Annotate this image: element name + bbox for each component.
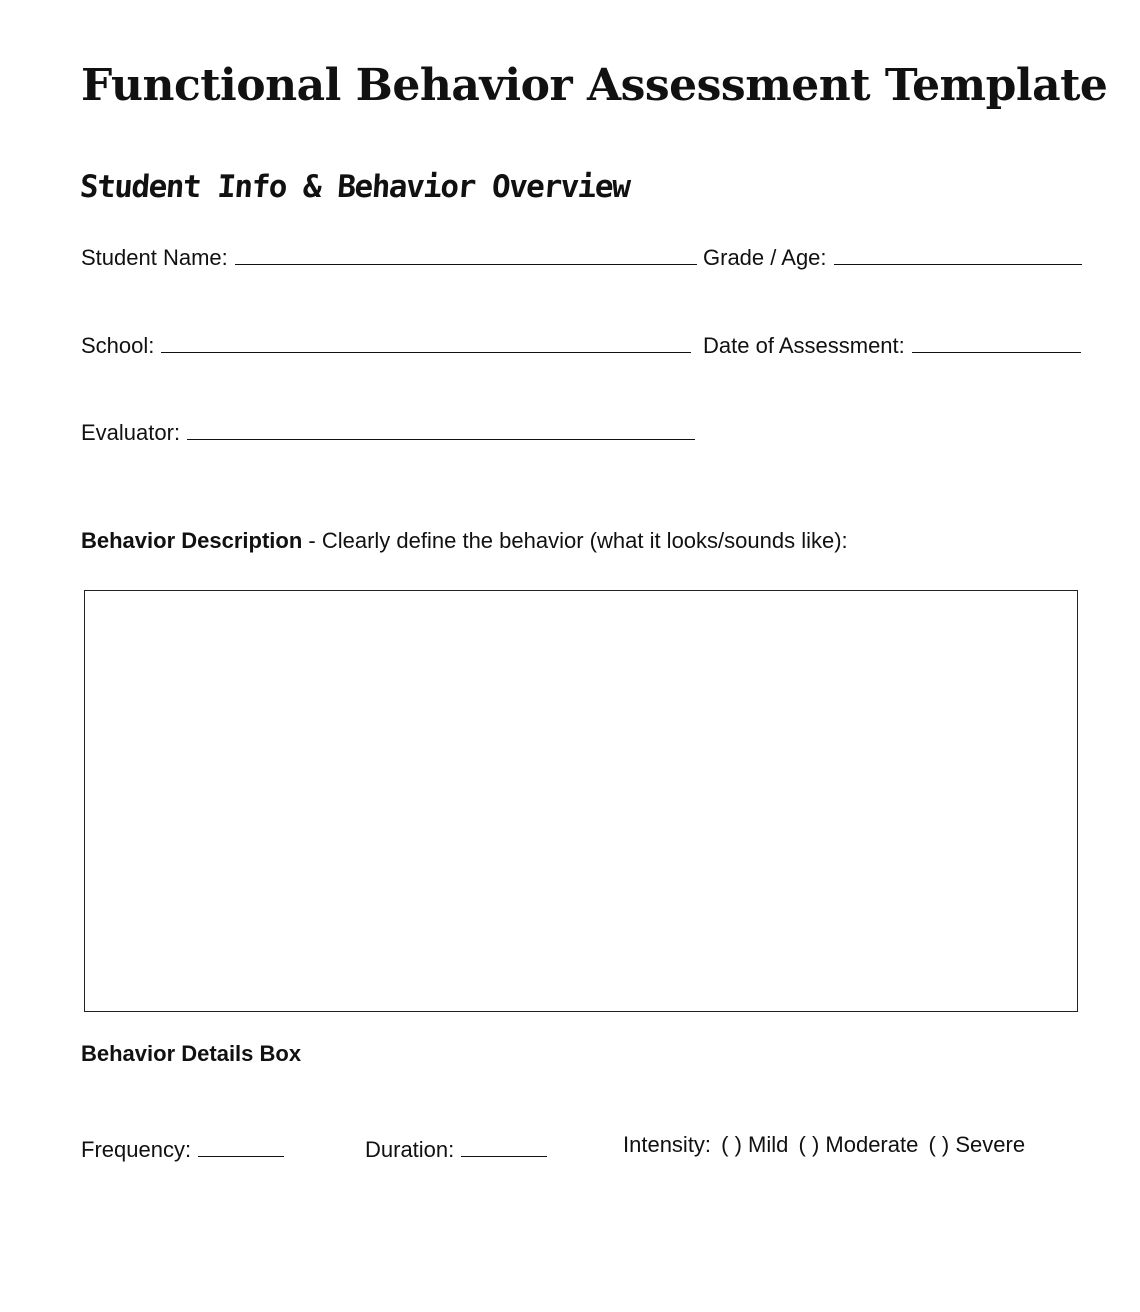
page-title: Functional Behavior Assessment Template [81, 60, 1108, 111]
grade-age-field[interactable] [703, 238, 1082, 273]
intensity-label: Intensity: [623, 1132, 712, 1157]
student-name-label: Student Name: [81, 245, 228, 270]
behavior-description-box[interactable] [84, 590, 1078, 1012]
intensity-option-moderate[interactable]: ( ) Moderate [798, 1132, 919, 1157]
frequency-input-line[interactable] [198, 1130, 284, 1157]
evaluator-field[interactable] [81, 413, 695, 448]
school-label: School: [81, 333, 155, 358]
duration-input-line[interactable] [461, 1130, 547, 1157]
intensity-option-mild[interactable]: ( ) Mild [721, 1132, 789, 1157]
frequency-label: Frequency: [81, 1137, 192, 1162]
behavior-description-label: Behavior Description [81, 528, 303, 553]
school-input-line[interactable] [161, 326, 691, 353]
grade-age-input-line[interactable] [834, 238, 1082, 265]
intensity-field [623, 1130, 1025, 1160]
student-info-heading: Student Info & Behavior Overview [78, 169, 631, 205]
behavior-description-instructions: - Clearly define the behavior (what it looks/sounds like): [302, 528, 848, 553]
date-of-assessment-input-line[interactable] [912, 326, 1081, 353]
duration-label: Duration: [365, 1137, 455, 1162]
grade-age-label: Grade / Age: [703, 245, 827, 270]
evaluator-label: Evaluator: [81, 420, 181, 445]
duration-field[interactable] [365, 1130, 547, 1165]
behavior-description-prompt [81, 526, 848, 556]
date-of-assessment-label: Date of Assessment: [703, 333, 905, 358]
frequency-field[interactable] [81, 1130, 284, 1165]
intensity-option-severe[interactable]: ( ) Severe [928, 1132, 1026, 1157]
student-name-input-line[interactable] [235, 238, 697, 265]
date-of-assessment-field[interactable] [703, 326, 1081, 361]
student-name-field[interactable] [81, 238, 697, 273]
school-field[interactable] [81, 326, 691, 361]
evaluator-input-line[interactable] [187, 413, 695, 440]
behavior-details-heading: Behavior Details Box [81, 1041, 302, 1066]
